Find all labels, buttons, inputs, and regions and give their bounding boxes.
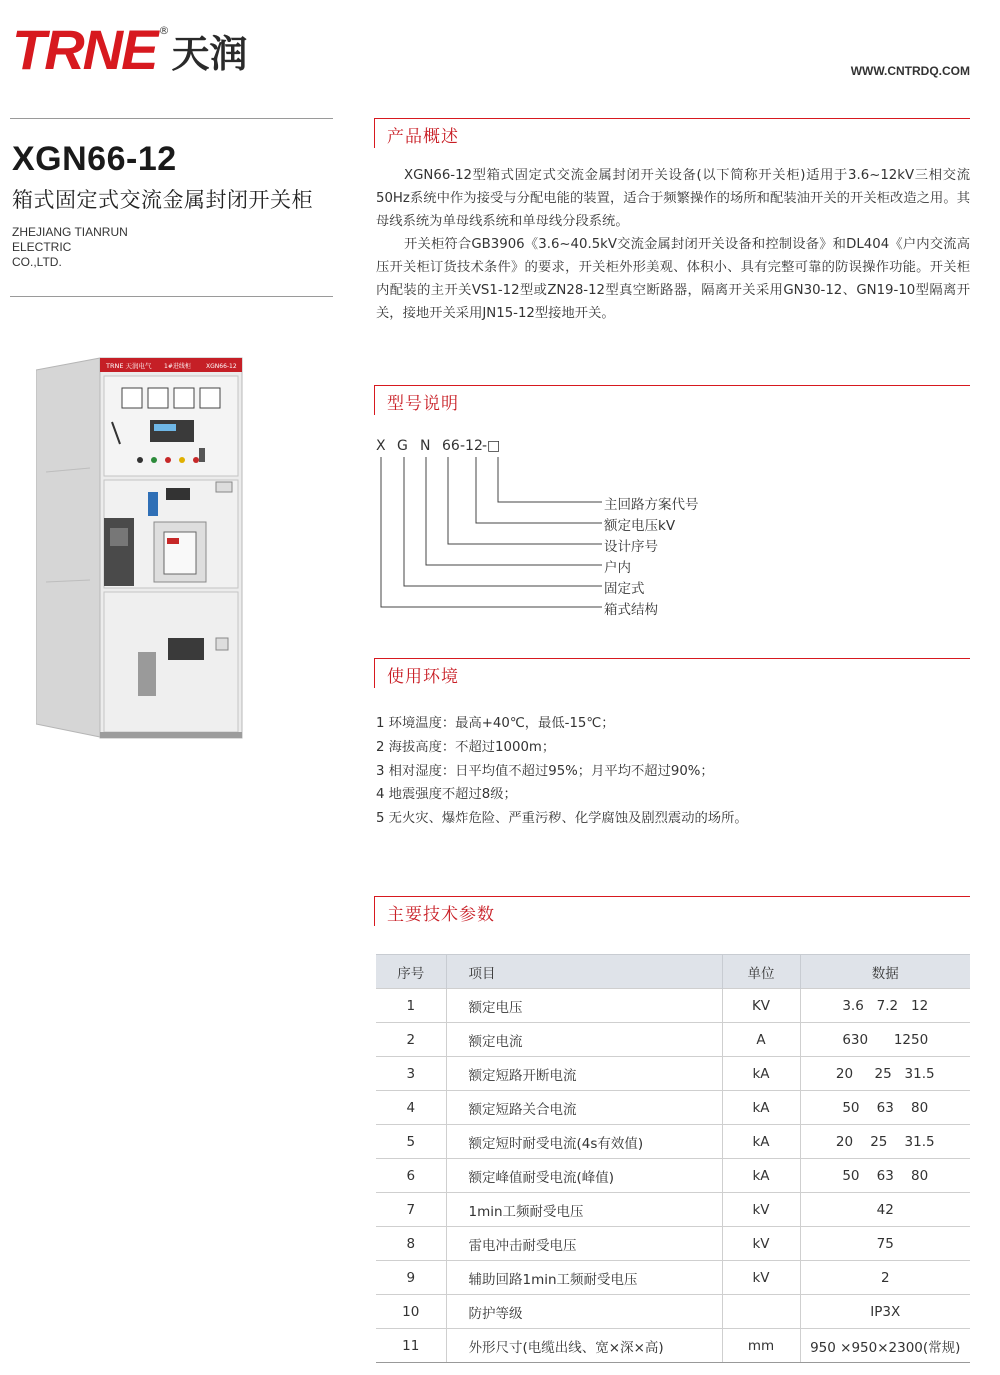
company-line: ZHEJIANG TIANRUN [12, 225, 128, 239]
table-header-row [376, 955, 970, 989]
cell-no: 9 [376, 1261, 446, 1295]
cell-no: 6 [376, 1159, 446, 1193]
code-char: -12 [460, 438, 483, 454]
cell-item: 额定电压 [446, 989, 722, 1023]
registered-mark: ® [158, 23, 170, 37]
table-row [376, 1261, 970, 1295]
divider-bottom [10, 296, 333, 297]
cell-item: 雷电冲击耐受电压 [446, 1227, 722, 1261]
legend-item: 额定电压kV [604, 518, 676, 534]
cabinet-model-label: XGN66-12 [206, 363, 237, 370]
model-title: XGN66-12 [12, 140, 177, 178]
cell-unit: kV [722, 1193, 800, 1227]
table-row [376, 1295, 970, 1329]
cell-item: 1min工频耐受电压 [446, 1193, 722, 1227]
section-header-model [374, 385, 970, 415]
cabinet-brand-label: TRNE 天润电气 [106, 362, 152, 370]
cell-no: 5 [376, 1125, 446, 1159]
section-header-tech [374, 896, 970, 926]
list-item: 5 无火灾、爆炸危险、严重污秽、化学腐蚀及剧烈震动的场所。 [376, 811, 748, 827]
section-title: 产品概述 [387, 127, 459, 147]
legend-item: 固定式 [604, 581, 645, 597]
cell-data: 50 63 80 [800, 1159, 970, 1193]
col-header-data: 数据 [800, 955, 970, 989]
cell-item: 额定短路开断电流 [446, 1057, 722, 1091]
divider-top [10, 118, 333, 119]
brand-logo [12, 18, 247, 82]
code-char: 66 [442, 438, 460, 454]
section-header-environment [374, 658, 970, 688]
cell-no: 1 [376, 989, 446, 1023]
table-row [376, 1329, 970, 1363]
company-line: CO.,LTD. [12, 255, 62, 269]
website-url: WWW.CNTRDQ.COM [850, 64, 970, 78]
table-row [376, 1091, 970, 1125]
cell-no: 2 [376, 1023, 446, 1057]
code-char: -□ [482, 438, 501, 454]
list-item: 3 相对湿度：日平均值不超过95%；月平均不超过90%； [376, 763, 714, 779]
list-item: 1 环境温度：最高+40℃，最低-15℃； [376, 716, 615, 731]
cell-data: 42 [800, 1193, 970, 1227]
environment-list [376, 712, 748, 831]
cell-item: 额定短路关合电流 [446, 1091, 722, 1125]
section-title: 使用环境 [387, 667, 459, 687]
legend-item: 箱式结构 [604, 602, 658, 618]
cell-no: 8 [376, 1227, 446, 1261]
code-char: N [420, 438, 431, 454]
section-title: 型号说明 [387, 394, 459, 414]
switchgear-cabinet-image [36, 352, 246, 742]
logo-latin: TRNE [12, 18, 157, 81]
product-name: 箱式固定式交流金属封闭开关柜 [12, 188, 313, 212]
company-name-en [12, 225, 128, 270]
cell-data: 20 25 31.5 [800, 1125, 970, 1159]
cell-data: 3.6 7.2 12 [800, 989, 970, 1023]
cell-unit: kV [722, 1261, 800, 1295]
cell-unit: kA [722, 1159, 800, 1193]
cell-item: 防护等级 [446, 1295, 722, 1329]
code-char: G [397, 438, 408, 454]
section-title: 主要技术参数 [387, 905, 495, 925]
cell-item: 额定峰值耐受电流(峰值) [446, 1159, 722, 1193]
table-row [376, 1125, 970, 1159]
col-header-item: 项目 [446, 955, 722, 989]
tech-params-table [376, 954, 970, 1363]
cell-unit: KV [722, 989, 800, 1023]
col-header-unit: 单位 [722, 955, 800, 989]
cell-data: 2 [800, 1261, 970, 1295]
cell-item: 额定短时耐受电流(4s有效值) [446, 1125, 722, 1159]
cell-item: 辅助回路1min工频耐受电压 [446, 1261, 722, 1295]
legend-item: 主回路方案代号 [604, 497, 699, 513]
list-item: 2 海拔高度：不超过1000m； [376, 739, 556, 755]
cell-no: 4 [376, 1091, 446, 1125]
table-row [376, 1057, 970, 1091]
cell-data: 630 1250 [800, 1023, 970, 1057]
cell-unit: kA [722, 1125, 800, 1159]
cell-unit: A [722, 1023, 800, 1057]
cell-data: 20 25 31.5 [800, 1057, 970, 1091]
cell-data: 950 ×950×2300(常规) [800, 1329, 970, 1363]
table-row [376, 1193, 970, 1227]
legend-item: 设计序号 [604, 539, 658, 555]
table-row [376, 1227, 970, 1261]
cell-unit [722, 1295, 800, 1329]
table-row [376, 1159, 970, 1193]
col-header-no: 序号 [376, 955, 446, 989]
cell-data: 75 [800, 1227, 970, 1261]
cell-no: 7 [376, 1193, 446, 1227]
logo-chinese: 天润 [171, 31, 248, 76]
model-code-leader-lines [370, 454, 610, 614]
company-line: ELECTRIC [12, 240, 72, 254]
overview-paragraph-1: XGN66-12型箱式固定式交流金属封闭开关设备(以下简称开关柜)适用于3.6~12kV三相交流50Hz系统中作为接受与分配电能的装置，适合于频繁操作的场所和配装油开关的开关柜改造之用。其母线系统为单母线系统和单母线分段系统。 [376, 168, 970, 229]
cell-no: 10 [376, 1295, 446, 1329]
cell-item: 外形尺寸(电缆出线、宽×深×高) [446, 1329, 722, 1363]
cabinet-mid-label: 1#进线柜 [164, 363, 191, 370]
table-row [376, 1023, 970, 1057]
legend-item: 户内 [604, 560, 631, 576]
cell-data: IP3X [800, 1295, 970, 1329]
cell-unit: kV [722, 1227, 800, 1261]
section-header-overview [374, 118, 970, 148]
cell-unit: kA [722, 1091, 800, 1125]
list-item: 4 地震强度不超过8级； [376, 787, 517, 803]
code-char: X [376, 438, 386, 454]
cell-item: 额定电流 [446, 1023, 722, 1057]
cell-data: 50 63 80 [800, 1091, 970, 1125]
cell-unit: kA [722, 1057, 800, 1091]
overview-paragraph-2: 开关柜符合GB3906《3.6~40.5kV交流金属封闭开关设备和控制设备》和DL404《户内交流高压开关柜订货技术条件》的要求，开关柜外形美观、体积小、具有完整可靠的防误操作功能。开关柜内配装的主开关VS1-12型或ZN28-12型真空断路器，隔离开关采用GN30-12、GN19-10型隔离开关，接地开关采用JN15-12型接地开关。 [376, 237, 970, 321]
table-row [376, 989, 970, 1023]
cell-no: 11 [376, 1329, 446, 1363]
cell-no: 3 [376, 1057, 446, 1091]
cell-unit: mm [722, 1329, 800, 1363]
